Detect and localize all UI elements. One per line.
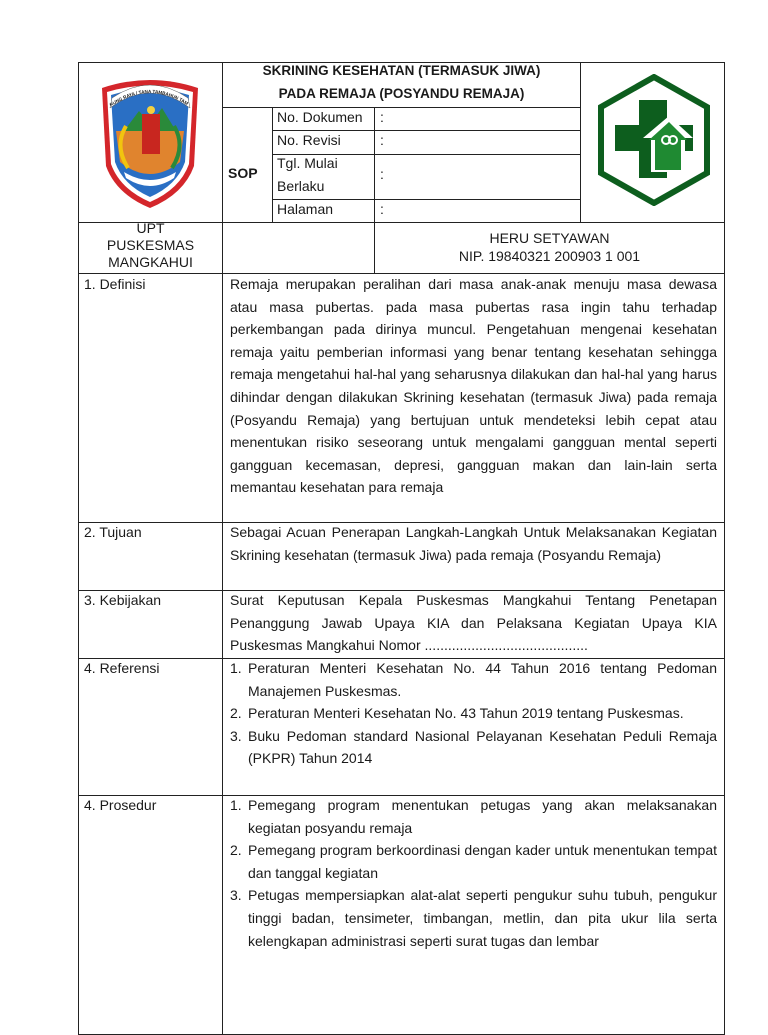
list-item: [230, 725, 717, 770]
list-text: Petugas mempersiapkan alat-alat seperti pengukur suhu tubuh, pengukur tinggi badan, tensimeter, timbangan, metlin, dan pita ukur lila serta kelengkapan administrasi seperti surat tugas dan lembar: [248, 887, 717, 949]
logo-ribbon-text: RUNG RAYA / TANA TAMBAHUN TAM: [108, 88, 190, 108]
list-number: 2.: [230, 705, 242, 722]
list-text: Buku Pedoman standard Nasional Pelayanan Kesehatan Peduli Remaja (PKPR) Tahun 2014: [248, 727, 717, 767]
list-number: 1.: [230, 660, 242, 676]
list-text: Peraturan Menteri Kesehatan No. 43 Tahun 2019 tentang Puskesmas.: [248, 705, 684, 722]
prosedur-list: [230, 794, 717, 952]
referensi-list: [230, 657, 717, 770]
title-line-1: SKRINING KESEHATAN (TERMASUK JIWA): [262, 63, 541, 78]
list-number: 1.: [230, 797, 242, 813]
field-value-cell: [374, 107, 581, 131]
list-item: [230, 839, 717, 884]
list-text: Pemegang program berkoordinasi dengan kader untuk menentukan tempat dan tanggal kegiatan: [248, 842, 717, 881]
list-number: 2.: [230, 842, 242, 859]
list-number: 3.: [230, 727, 242, 744]
row-label-cell: [78, 795, 223, 1035]
list-item: [230, 702, 717, 725]
field-no-revisi-label: No. Revisi: [277, 132, 341, 148]
puskesmas-logo: [597, 74, 711, 206]
signer-name: HERU SETYAWAN: [489, 230, 610, 246]
org-name: [78, 220, 223, 271]
definisi-label: 1. Definisi: [84, 276, 146, 292]
prosedur-label: 4. Prosedur: [84, 797, 157, 813]
list-number: 3.: [230, 887, 242, 904]
list-text: Pemegang program menentukan petugas yang akan melaksanakan kegiatan posyandu remaja: [248, 797, 717, 836]
field-halaman-label: Halaman: [277, 201, 334, 217]
field-no-revisi-value: :: [380, 132, 384, 148]
sop-label: SOP: [228, 165, 258, 181]
field-tgl-mulai-value: :: [380, 166, 384, 182]
kebijakan-text: Surat Keputusan Kepala Puskesmas Mangkahui Tentang Penetapan Penanggung Jawab Upaya KIA dan Pelaksana Kegiatan Upaya KIA Puskesmas Mangkahui Nomor ..........................................: [230, 592, 717, 654]
org-line: MANGKAHUI: [108, 254, 193, 270]
field-value-cell: [374, 154, 581, 200]
title-line-2: PADA REMAJA (POSYANDU REMAJA): [278, 85, 525, 101]
definisi-text: Remaja merupakan peralihan dari masa anak-anak menuju masa dewasa atau masa pubertas. pada masa pubertas rasa ingin tahu terhadap perkembangan pada dirinya muncul. Pengetahuan mengenai kesehatan remaja yaitu pemberian informasi yang benar tentang kesehatan sehingga remaja mengetahui hal-hal yang seharusnya dilakukan dan hal-hal yang harus dihindar dengan dilakukan Skrining kesehatan (termasuk Jiwa) pada remaja (Posyandu Remaja) yang bertujuan untuk mendeteksi lebih cepat atau menentukan risiko seseorang untuk mengalami gangguan mental seperti gangguan kecemasan, depresi, gangguan makan dan lain-lain serta memantau kesehatan para remaja: [230, 276, 717, 496]
field-value-cell: [374, 199, 581, 223]
tujuan-text: Sebagai Acuan Penerapan Langkah-Langkah Untuk Melaksanakan Kegiatan Skrining kesehatan (termasuk Jiwa) pada remaja (Posyandu Remaja): [230, 524, 717, 563]
document-title: [222, 60, 581, 105]
kebijakan-label: 3. Kebijakan: [84, 592, 162, 608]
signer-nip: NIP. 19840321 200903 1 001: [458, 248, 641, 264]
blank-cell: [222, 222, 375, 274]
list-item: [230, 657, 717, 702]
field-halaman-value: :: [380, 201, 384, 217]
field-no-dokumen-value: :: [380, 109, 384, 125]
referensi-label: 4. Referensi: [84, 660, 160, 676]
field-value-cell: [374, 130, 581, 155]
signer: [374, 229, 725, 265]
field-no-dokumen-label: No. Dokumen: [277, 109, 363, 125]
list-item: [230, 884, 717, 952]
row-label-cell: [78, 273, 223, 523]
list-item: [230, 794, 717, 839]
field-tgl-mulai-label: Tgl. Mulai Berlaku: [277, 155, 338, 194]
tujuan-label: 2. Tujuan: [84, 524, 142, 540]
list-text: Peraturan Menteri Kesehatan No. 44 Tahun 2016 tentang Pedoman Manajemen Puskesmas.: [248, 660, 717, 699]
org-line: PUSKESMAS: [106, 237, 195, 253]
regency-coat-of-arms-logo: [94, 76, 206, 210]
org-line: UPT: [136, 220, 165, 236]
